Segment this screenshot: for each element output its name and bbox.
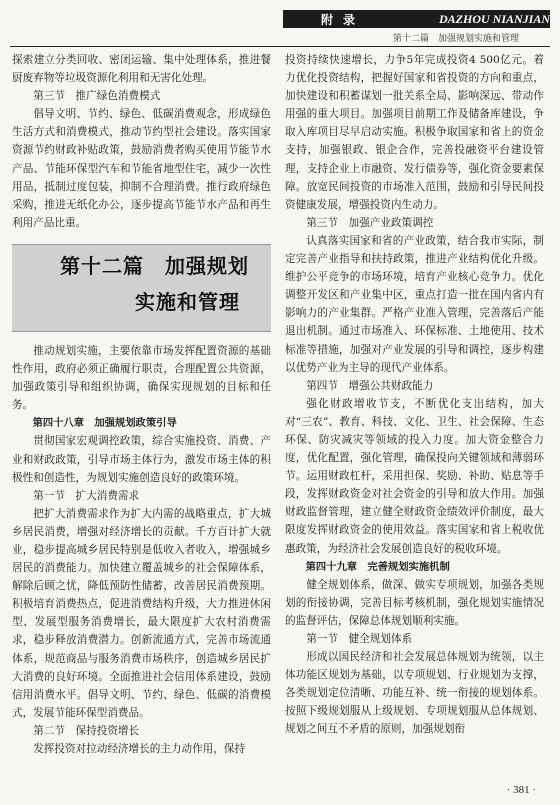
part-title-box <box>12 244 271 332</box>
running-header-band <box>283 10 550 28</box>
paragraph: 健全规划体系，做深、做实专项规划，加强各类规划的衔接协调，完善目标考核机制，强化规划实施情况的监督评估，保障总体规划顺利实施。 <box>285 578 544 627</box>
section-heading: 第三节 加强产业政策调控 <box>306 216 434 229</box>
part-title-line2: 实施和管理 <box>135 289 240 314</box>
paragraph: 强化财政增收节支，不断优化支出结构，加大对“三农”、教育、科技、文化、卫生、社会保障、生态环保、防灾减灾等领域的投入力度。加大资金整合力度，优化配置，强化管理，确保投向关键领域和薄弱环节。运用财政杠杆，采用担保、奖励、补助、贴息等手段，发挥财政资金对社会资金的引导和放大作用。加强财政监督管理，建立健全财政资金绩效评价制度，最大限度发挥财政资金的使用效益。落实国家和省上税收优惠政策，为经济社会发展创造良好的税收环境。 <box>285 397 544 555</box>
section-heading: 第二节 保持投资增长 <box>33 724 140 737</box>
running-header-section: 附录 <box>321 12 366 27</box>
paragraph: 把扩大消费需求作为扩大内需的战略重点，扩大城乡居民消费，增强对经济增长的贡献。千方百计扩大就业，稳步提高城乡居民特别是低收入者收入，增强城乡居民的消费能力。加快建立覆盖城乡的社会保障体系，解除后顾之忧，降低预防性储蓄，改善居民消费预期。积极培育消费热点，促进消费结构升级，大力推进休闲型、发展型服务消费增长，最大限度扩大农村消费需求，稳步释放消费潜力。创新流通方式，完善市场流通体系，规范商品与服务消费市场秩序，创造城乡居民扩大消费的良好环境。全面推进社会信用体系建设，鼓励信用消费水平。倡导文明、节约、绿色、低碳的消费模式，发展节能环保型消费品。 <box>12 507 271 719</box>
right-column <box>285 51 544 739</box>
chapter-heading: 第四十八章 加强规划政策引导 <box>32 417 177 430</box>
paragraph: 探索建立分类回收、密闭运输、集中处理体系，推进餐厨废弃物等垃圾资源化利用和无害化处理。 <box>12 54 271 85</box>
page-number: · 381 · <box>506 784 536 796</box>
paragraph: 投资持续快速增长，力争5年完成投资4 500亿元。着力优化投资结构，把握好国家和省投资的方向和重点，加快建设和积蓄谋划一批关系全局、影响深远、带动作用强的重大项目。加强项目前期工作及储备库建设，争取入库项目尽早启动实施。积极争取国家和省上的资金支持，加强银政、银企合作，完善投融资平台建设管理，支持企业上市融资、发行债券等，强化资金要素保障。放宽民间投资的市场准入范围，鼓励和引导民间投资健康发展，增强投资内生动力。 <box>285 54 544 211</box>
section-heading: 第一节 扩大消费需求 <box>33 489 140 502</box>
section-heading: 第四节 增强公共财政能力 <box>306 379 434 392</box>
running-header-journal: DAZHOU NIANJIAN <box>438 11 550 26</box>
section-heading: 第三节 推广绿色消费模式 <box>33 90 161 103</box>
header-rule <box>10 46 550 47</box>
paragraph: 贯彻国家宏观调控政策，综合实施投资、消费、产业和财政政策，引导市场主体行为，激发市场主体的积极性和创造性，为规划实施创造良好的政策环境。 <box>12 435 271 484</box>
paragraph: 推动规划实施，主要依靠市场发挥配置资源的基础性作用，政府必须正确履行职责，合理配置公共资源，加强政策引导和组织协调，确保实现规划的目标和任务。 <box>12 344 271 412</box>
paragraph: 发挥投资对拉动经济增长的主力动作用，保持 <box>33 743 246 755</box>
part-title-line1: 第十二篇 加强规划 <box>60 253 249 278</box>
left-column <box>12 51 271 758</box>
paragraph: 形成以国民经济和社会发展总体规划为统领，以主体功能区规划为基础，以专项规划、行业规划为支撑，各类规划定位清晰、功能互补、统一衔接的规划体系。按照下级规划服从上级规划、专项规划服从总体规划、规划之间互不矛盾的原则，加强规划衔 <box>285 651 544 736</box>
paragraph: 认真落实国家和省的产业政策，结合我市实际，制定完善产业指导和扶持政策，推进产业结构优化升级。维护公平竞争的市场环境，培育产业核心竞争力。优化调整开发区和产业集中区，重点打造一批在国内省内有影响力的产业集群。严格产业准入管理，完善落后产能退出机制。通过市场准入、环保标准、土地使用、技术标准等措施，加强对产业发展的引导和调控，逐步构建以优势产业为主导的现代产业体系。 <box>285 234 544 374</box>
section-heading: 第一节 健全规划体系 <box>306 633 413 645</box>
running-header-subtitle: 第十二篇 加强规划实施和管理 <box>393 34 520 44</box>
paragraph: 倡导文明、节约、绿色、低碳消费观念，形成绿色生活方式和消费模式，推动节约型社会建设。落实国家资源节约财政补贴政策，鼓励消费者购买使用节能节水产品、节能环保型汽车和节能省地型住宅，减少一次性用品，抵制过度包装，抑制不合理消费。推行政府绿色采购，推进无纸化办公，逐步提高节能节水产品和再生利用产品比重。 <box>12 108 271 229</box>
chapter-heading: 第四十九章 完善规划实施机制 <box>305 560 450 573</box>
